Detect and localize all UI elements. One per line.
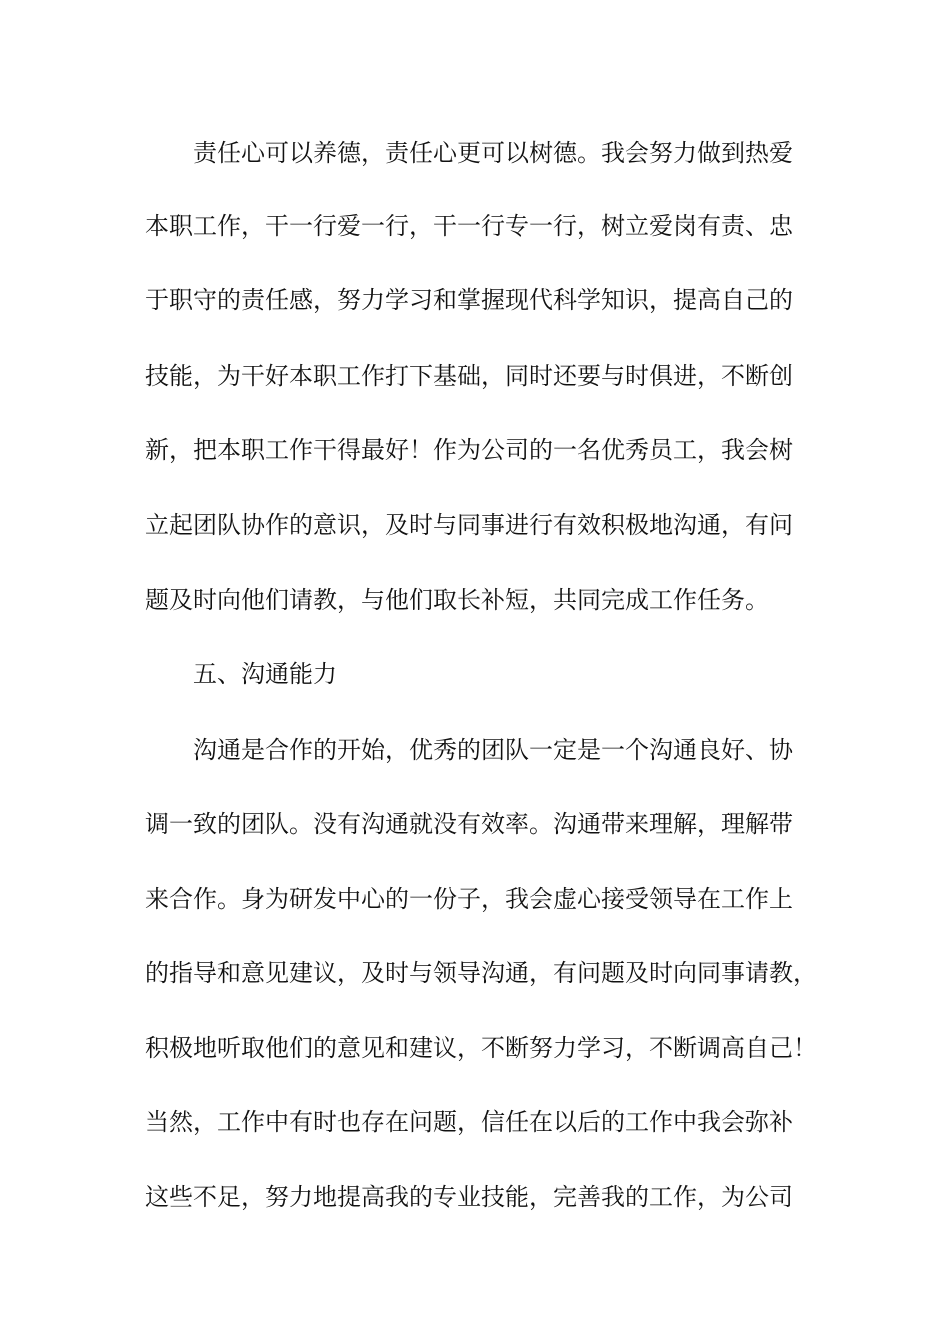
paragraph-line: 新，把本职工作干得最好！作为公司的一名优秀员工，我会树 [145,436,793,464]
paragraph-line: 的指导和意见建议，及时与领导沟通，有问题及时向同事请教， [145,959,817,987]
paragraph-line: 积极地听取他们的意见和建议，不断努力学习，不断调高自己！ [145,1034,817,1062]
paragraph-line: 于职守的责任感，努力学习和掌握现代科学知识，提高自己的 [145,286,793,314]
paragraph-line: 立起团队协作的意识，及时与同事进行有效积极地沟通，有问 [145,511,793,539]
paragraph-line: 调一致的团队。没有沟通就没有效率。沟通带来理解，理解带 [145,810,793,838]
paragraph-line: 沟通是合作的开始，优秀的团队一定是一个沟通良好、协 [193,736,793,764]
paragraph-line: 本职工作，干一行爱一行，干一行专一行，树立爱岗有责、忠 [145,212,793,240]
paragraph-line: 这些不足，努力地提高我的专业技能，完善我的工作，为公司 [145,1183,793,1211]
paragraph-line: 技能，为干好本职工作打下基础，同时还要与时俱进，不断创 [145,362,793,390]
paragraph-line: 题及时向他们请教，与他们取长补短，共同完成工作任务。 [145,586,769,614]
paragraph-line: 当然，工作中有时也存在问题，信任在以后的工作中我会弥补 [145,1108,793,1136]
section-heading: 五、沟通能力 [193,660,337,688]
paragraph-line: 来合作。身为研发中心的一份子，我会虚心接受领导在工作上 [145,885,793,913]
paragraph-line: 责任心可以养德，责任心更可以树德。我会努力做到热爱 [193,139,793,167]
